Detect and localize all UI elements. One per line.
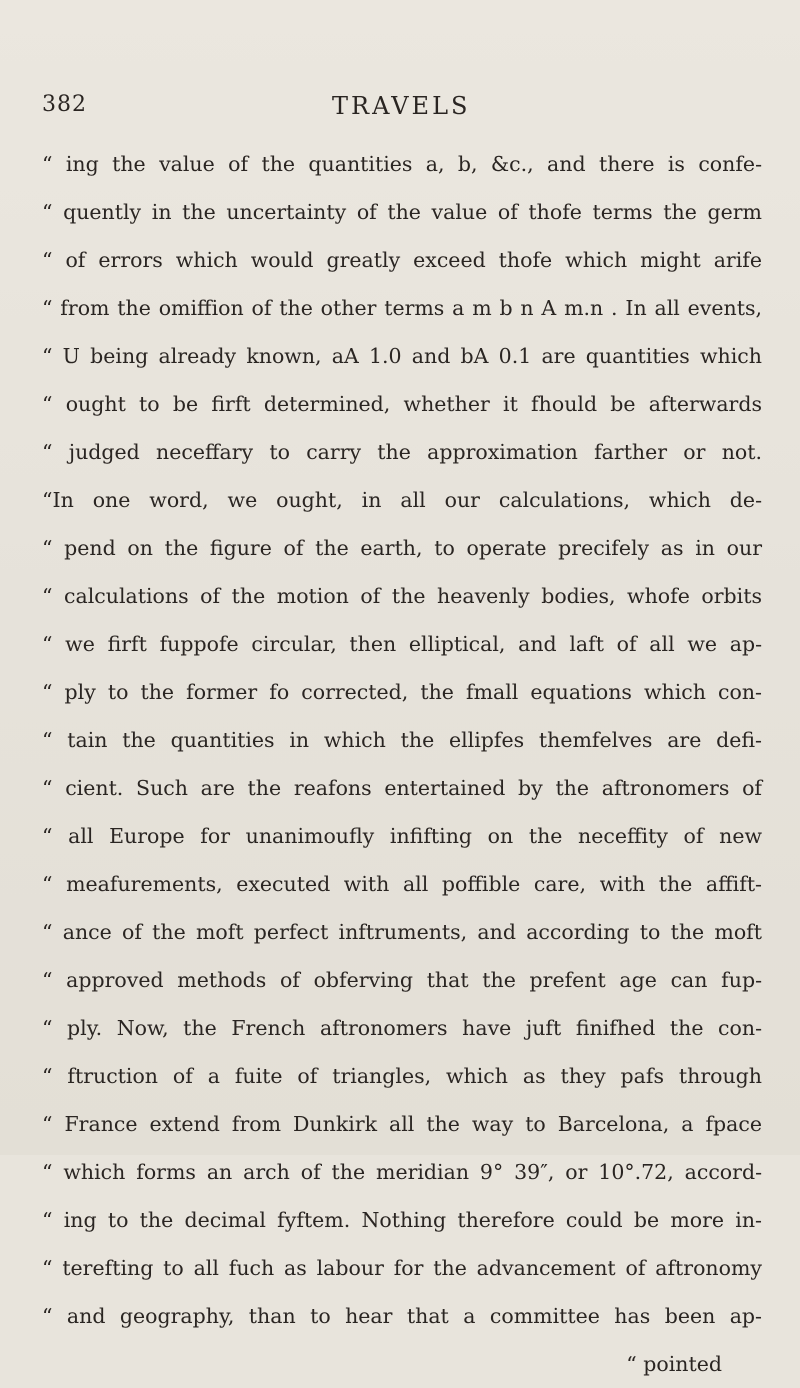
text-line: “ France extend from Dunkirk all the way to Barcelona, a fpace [42, 1112, 762, 1136]
text-line: “ U being already known, aA 1.0 and bA 0.1 are quantities which [42, 344, 762, 368]
text-line: “ tain the quantities in which the ellipfes themfelves are defi- [42, 728, 762, 752]
text-line: “ we firft fuppofe circular, then elliptical, and laft of all we ap- [42, 632, 762, 656]
text-line: “ ought to be firft determined, whether it fhould be afterwards [42, 392, 762, 416]
text-line: “In one word, we ought, in all our calculations, which de- [42, 488, 762, 512]
page-number: 382 [42, 92, 87, 117]
body-text [42, 140, 762, 1388]
text-line: “ approved methods of obferving that the prefent age can fup- [42, 968, 762, 992]
text-line: “ from the omiffion of the other terms a m b n A m.n . In all events, [42, 296, 762, 320]
text-line: “ judged neceffary to carry the approximation farther or not. [42, 440, 762, 464]
running-head: TRAVELS [332, 92, 471, 120]
text-line: “ calculations of the motion of the heavenly bodies, whofe orbits [42, 584, 762, 608]
text-line: “ ance of the moft perfect inftruments, and according to the moft [42, 920, 762, 944]
text-line: “ ing the value of the quantities a, b, &c., and there is confe- [42, 152, 762, 176]
text-line: “ ing to the decimal fyftem. Nothing therefore could be more in- [42, 1208, 762, 1232]
page-header [42, 92, 762, 132]
text-line: “ all Europe for unanimoufly infifting on the neceffity of new [42, 824, 762, 848]
text-line: “ and geography, than to hear that a committee has been ap- [42, 1304, 762, 1328]
text-line: “ quently in the uncertainty of the value of thofe terms the germ [42, 200, 762, 224]
text-line: “ meafurements, executed with all poffible care, with the affift- [42, 872, 762, 896]
text-line: “ cient. Such are the reafons entertained by the aftronomers of [42, 776, 762, 800]
text-line: “ ply. Now, the French aftronomers have juft finifhed the con- [42, 1016, 762, 1040]
text-line: “ pend on the figure of the earth, to operate precifely as in our [42, 536, 762, 560]
text-line: “ of errors which would greatly exceed thofe which might arife [42, 248, 762, 272]
text-line: “ which forms an arch of the meridian 9° 39″, or 10°.72, accord- [42, 1160, 762, 1184]
text-line: “ ply to the former fo corrected, the fmall equations which con- [42, 680, 762, 704]
text-line: “ terefting to all fuch as labour for the advancement of aftronomy [42, 1256, 762, 1280]
text-line: “ ftruction of a fuite of triangles, which as they pafs through [42, 1064, 762, 1088]
catchword: “ pointed [626, 1352, 722, 1376]
